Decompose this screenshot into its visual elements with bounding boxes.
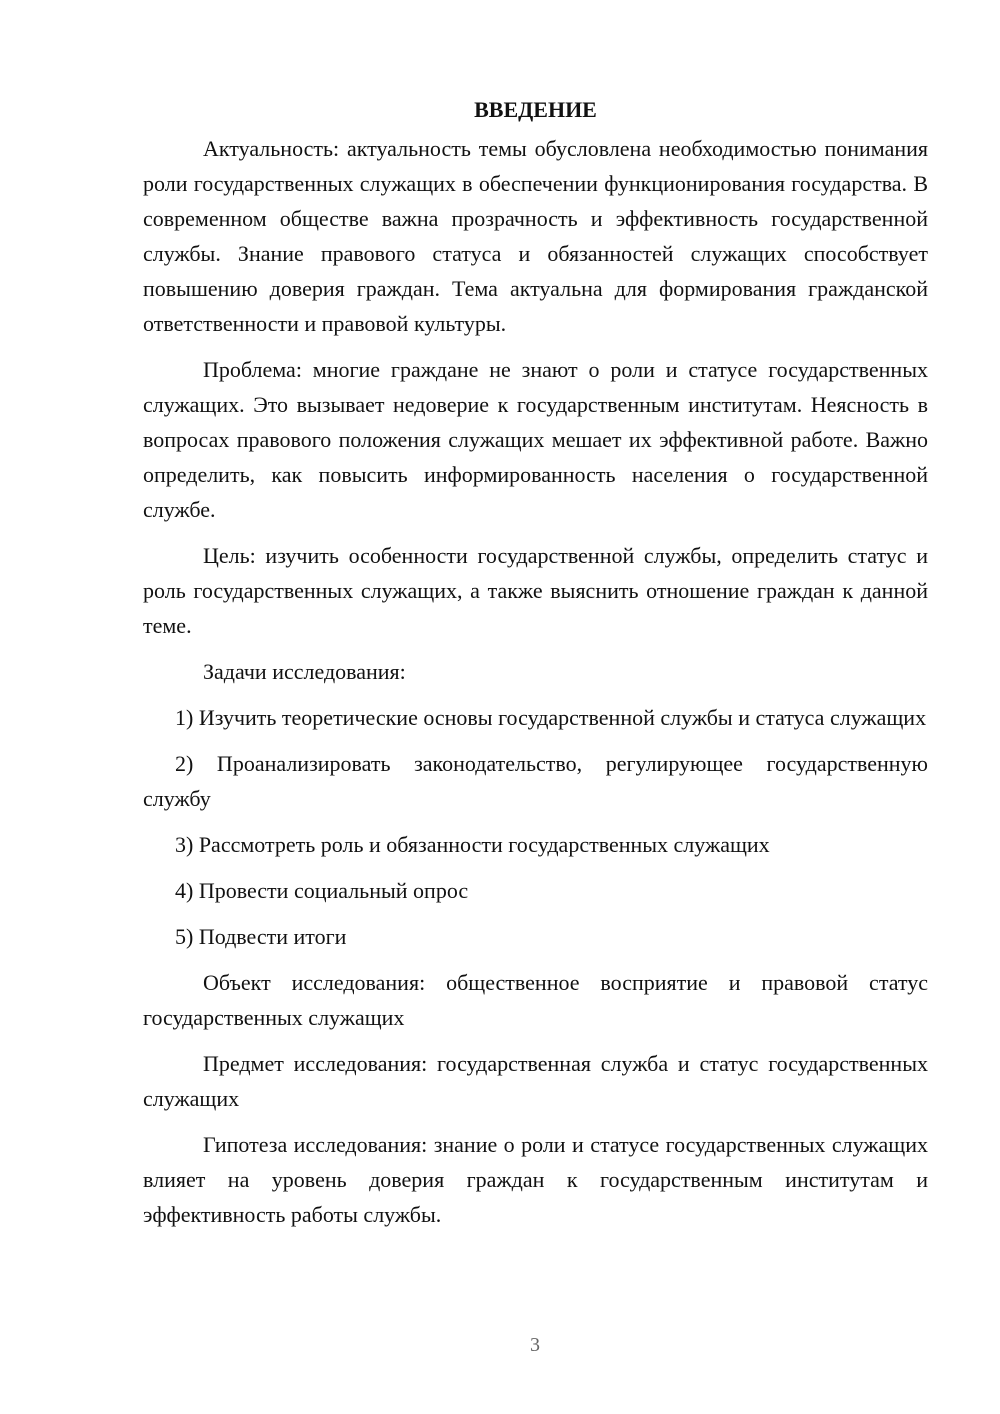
problem-paragraph: Проблема: многие граждане не знают о роли и статусе государственных служащих. Это вызывает недоверие к государственным институтам. Неясность в вопросах правового положения служащих мешает их эффективной работе. Важно определить, как повысить информированность населения о государственной службе. bbox=[143, 357, 928, 522]
task-item-3: 3) Рассмотреть роль и обязанности государственных служащих bbox=[175, 832, 770, 857]
relevance-paragraph: Актуальность: актуальность темы обусловлена необходимостью понимания роли государственных служащих в обеспечении функционирования государства. В современном обществе важна прозрачность и эффективность государственной службы. Знание правового статуса и обязанностей служащих способствует повышению доверия граждан. Тема актуальна для формирования гражданской ответственности и правовой культуры. bbox=[143, 136, 928, 336]
task-item-4: 4) Провести социальный опрос bbox=[175, 878, 469, 903]
page-number: 3 bbox=[530, 1334, 540, 1356]
goal-paragraph: Цель: изучить особенности государственной службы, определить статус и роль государственных служащих, а также выяснить отношение граждан к данной теме. bbox=[143, 543, 928, 638]
section-title: ВВЕДЕНИЕ bbox=[474, 97, 597, 122]
task-item-1: 1) Изучить теоретические основы государственной службы и статуса служащих bbox=[175, 705, 927, 730]
hypothesis-paragraph: Гипотеза исследования: знание о роли и статусе государственных служащих влияет на уровень доверия граждан к государственным институтам и эффективность работы службы. bbox=[143, 1132, 928, 1227]
tasks-heading: Задачи исследования: bbox=[203, 659, 406, 684]
task-item-2: 2) Проанализировать законодательство, регулирующее государственную службу bbox=[143, 751, 928, 811]
document-body bbox=[143, 92, 928, 1243]
task-item-5: 5) Подвести итоги bbox=[175, 924, 347, 949]
subject-paragraph: Предмет исследования: государственная служба и статус государственных служащих bbox=[143, 1051, 928, 1111]
object-paragraph: Объект исследования: общественное восприятие и правовой статус государственных служащих bbox=[143, 970, 928, 1030]
